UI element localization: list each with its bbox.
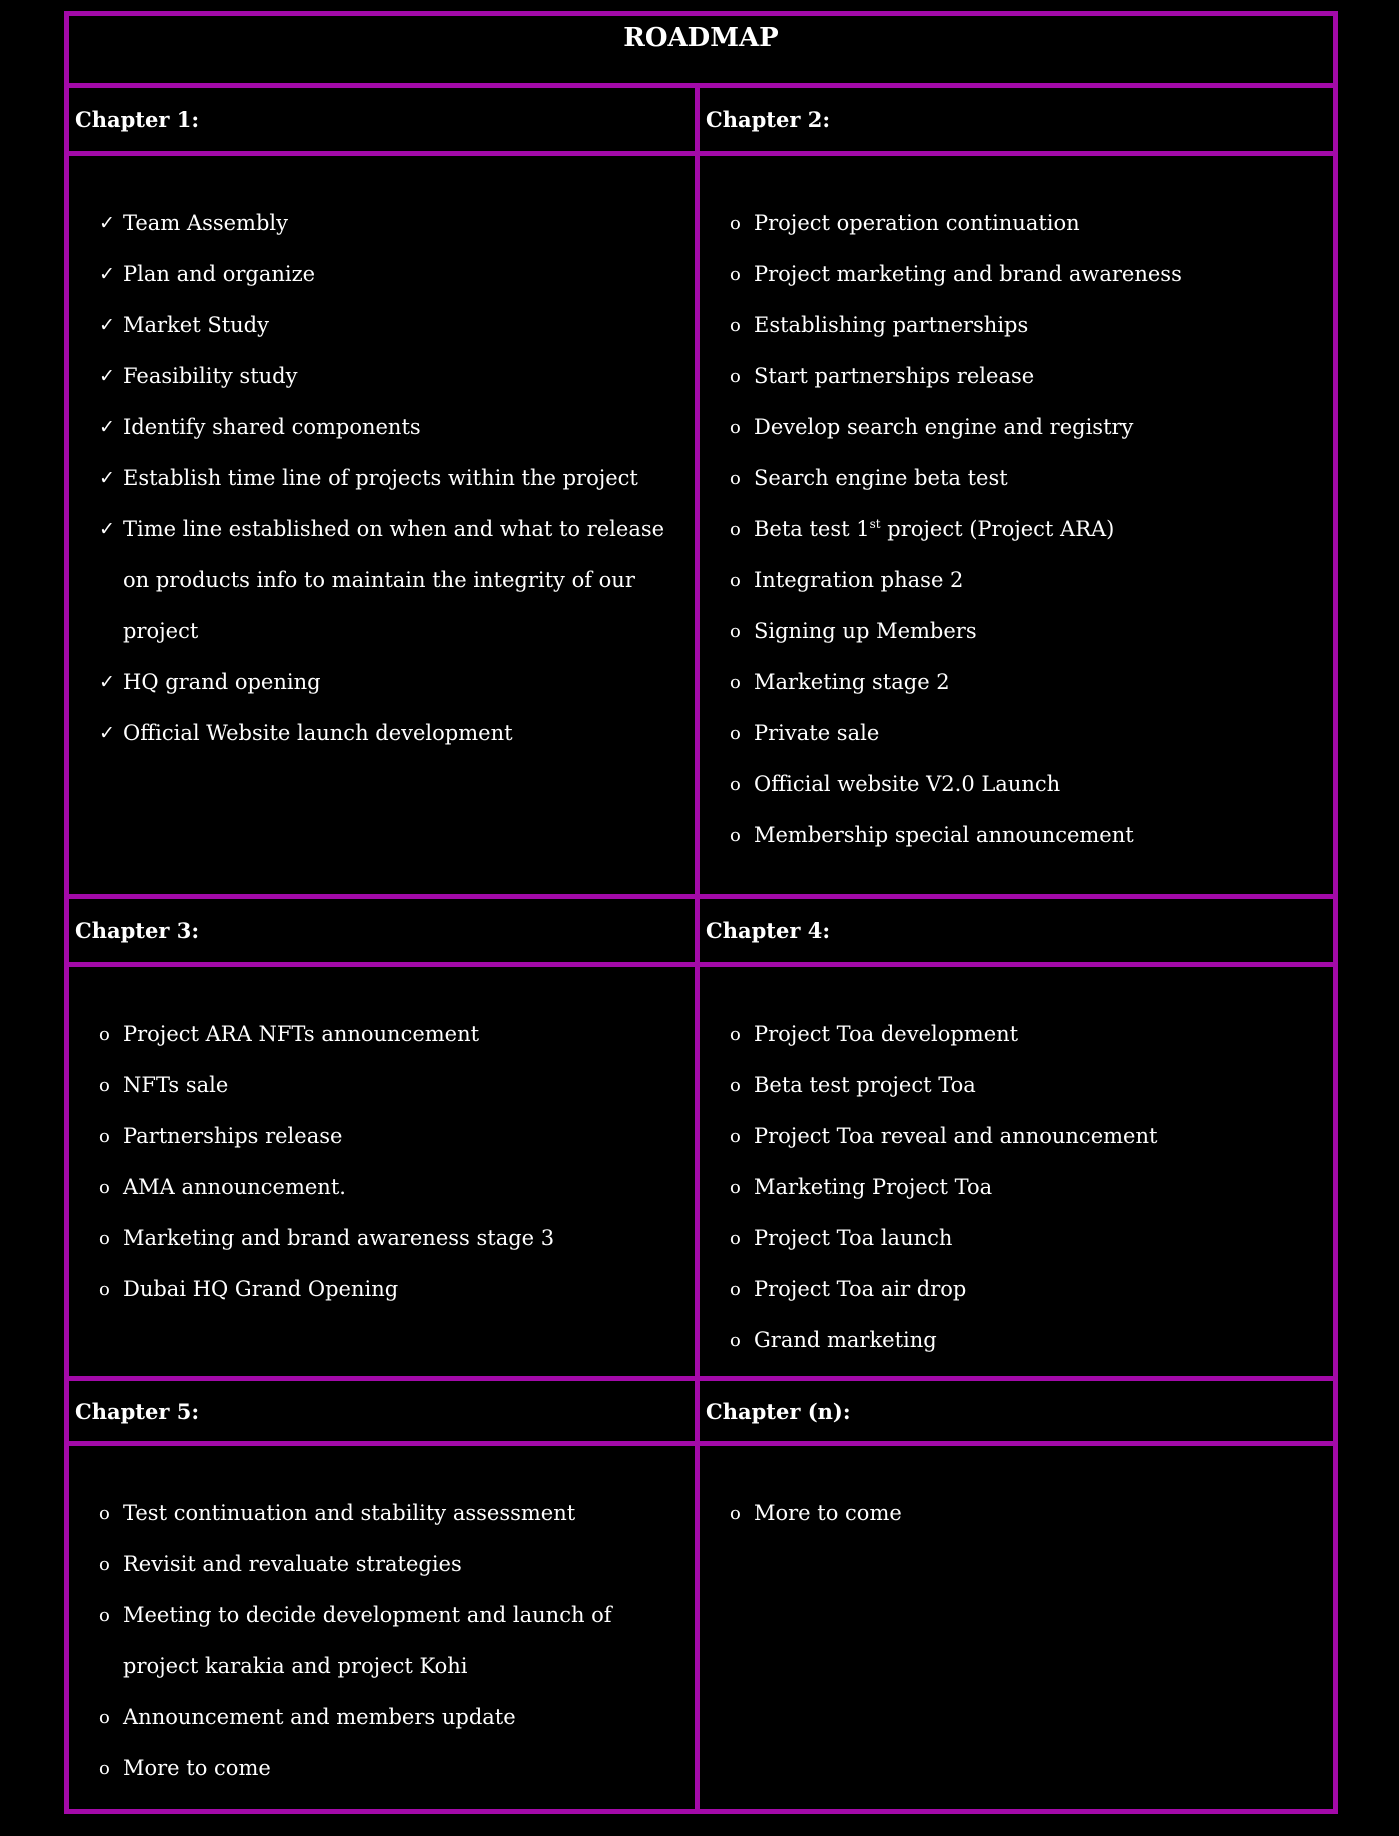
bullet-icon: o xyxy=(730,1228,741,1249)
chapter-2-list xyxy=(730,198,1313,861)
bullet-icon: o xyxy=(730,1503,741,1524)
list-item-text: More to come xyxy=(123,1756,271,1780)
bullet-icon: o xyxy=(730,417,741,438)
list-item-text: Establishing partnerships xyxy=(754,313,1029,337)
list-item xyxy=(99,1488,675,1539)
bullet-icon: o xyxy=(99,1554,110,1575)
bullet-icon: o xyxy=(730,723,741,744)
list-item-text: Project Toa development xyxy=(754,1022,1019,1046)
list-item xyxy=(99,708,675,759)
list-item xyxy=(730,810,1313,861)
list-item-text: Establish time line of projects within the project xyxy=(123,466,638,490)
checkmark-icon: ✓ xyxy=(99,263,115,285)
list-item-text: Time line established on when and what to release on products info to maintain the integrity of our project xyxy=(123,517,665,643)
bullet-icon: o xyxy=(730,315,741,336)
list-item-text: Meeting to decide development and launch of project karakia and project Kohi xyxy=(123,1603,612,1678)
bullet-icon: o xyxy=(99,1075,110,1096)
bullet-icon: o xyxy=(99,1279,110,1300)
list-item xyxy=(99,1213,675,1264)
list-item-text: Partnerships release xyxy=(123,1124,343,1148)
bullet-icon: o xyxy=(730,1024,741,1045)
list-item-text: Project Toa reveal and announcement xyxy=(754,1124,1158,1148)
bullet-icon: o xyxy=(730,264,741,285)
bullet-icon: o xyxy=(730,825,741,846)
list-item xyxy=(99,300,675,351)
list-item-text: Grand marketing xyxy=(754,1328,937,1352)
list-item xyxy=(99,198,675,249)
chapter-1-body xyxy=(69,156,700,899)
list-item xyxy=(99,1692,675,1743)
checkmark-icon: ✓ xyxy=(99,212,115,234)
list-item xyxy=(99,1111,675,1162)
bullet-icon: o xyxy=(99,1758,110,1779)
list-item xyxy=(99,1060,675,1111)
chapter-1-heading: Chapter 1: xyxy=(69,88,700,156)
bullet-icon: o xyxy=(730,468,741,489)
list-item xyxy=(730,759,1313,810)
list-item xyxy=(99,1009,675,1060)
bullet-icon: o xyxy=(99,1707,110,1728)
list-item xyxy=(99,249,675,300)
chapter-5-body xyxy=(69,1446,700,1814)
list-item-text: Marketing and brand awareness stage 3 xyxy=(123,1226,555,1250)
list-item-text: Team Assembly xyxy=(123,211,288,235)
checkmark-icon: ✓ xyxy=(99,467,115,489)
list-item xyxy=(730,249,1313,300)
list-item xyxy=(730,1264,1313,1315)
chapter-3-list xyxy=(99,1009,675,1315)
chapter-3-body xyxy=(69,967,700,1381)
bullet-icon: o xyxy=(730,1279,741,1300)
bullet-icon: o xyxy=(730,1177,741,1198)
checkmark-icon: ✓ xyxy=(99,416,115,438)
list-item-text: Revisit and revaluate strategies xyxy=(123,1552,462,1576)
list-item xyxy=(99,1539,675,1590)
roadmap-title: ROADMAP xyxy=(69,16,1333,88)
list-item-text: More to come xyxy=(754,1501,902,1525)
checkmark-icon: ✓ xyxy=(99,314,115,336)
chapter-4-list xyxy=(730,1009,1313,1366)
list-item xyxy=(730,1111,1313,1162)
list-item-text: Beta test 1st project (Project ARA) xyxy=(754,517,1115,541)
list-item-text: Private sale xyxy=(754,721,880,745)
list-item xyxy=(730,198,1313,249)
list-item-text: NFTs sale xyxy=(123,1073,229,1097)
checkmark-icon: ✓ xyxy=(99,518,115,540)
list-item xyxy=(730,1009,1313,1060)
checkmark-icon: ✓ xyxy=(99,365,115,387)
list-item xyxy=(99,1590,675,1692)
list-item-text: Develop search engine and registry xyxy=(754,415,1134,439)
list-item-text: Project marketing and brand awareness xyxy=(754,262,1182,286)
chapter-2-body xyxy=(700,156,1333,899)
list-item xyxy=(730,1162,1313,1213)
list-item xyxy=(99,1743,675,1794)
chapter-2-heading: Chapter 2: xyxy=(700,88,1333,156)
bullet-icon: o xyxy=(99,1228,110,1249)
list-item xyxy=(730,657,1313,708)
bullet-icon: o xyxy=(99,1503,110,1524)
list-item-text: Membership special announcement xyxy=(754,823,1134,847)
chapter-3-heading: Chapter 3: xyxy=(69,899,700,967)
list-item xyxy=(730,351,1313,402)
list-item xyxy=(730,1488,1313,1539)
bullet-icon: o xyxy=(730,570,741,591)
chapter-1-list xyxy=(99,198,675,759)
list-item-text: Test continuation and stability assessment xyxy=(123,1501,576,1525)
list-item xyxy=(730,1213,1313,1264)
bullet-icon: o xyxy=(99,1126,110,1147)
list-item xyxy=(730,606,1313,657)
bullet-icon: o xyxy=(99,1177,110,1198)
chapter-n-list xyxy=(730,1488,1313,1539)
bullet-icon: o xyxy=(730,621,741,642)
list-item xyxy=(99,453,675,504)
list-item-text: Feasibility study xyxy=(123,364,298,388)
list-item-text: Project ARA NFTs announcement xyxy=(123,1022,480,1046)
list-item xyxy=(99,402,675,453)
list-item xyxy=(99,1264,675,1315)
list-item xyxy=(730,504,1313,555)
checkmark-icon: ✓ xyxy=(99,722,115,744)
list-item xyxy=(730,453,1313,504)
bullet-icon: o xyxy=(730,519,741,540)
bullet-icon: o xyxy=(730,1330,741,1351)
list-item xyxy=(99,1162,675,1213)
list-item xyxy=(99,351,675,402)
list-item xyxy=(99,657,675,708)
bullet-icon: o xyxy=(730,1075,741,1096)
list-item-text: Announcement and members update xyxy=(123,1705,516,1729)
checkmark-icon: ✓ xyxy=(99,671,115,693)
list-item-text: Search engine beta test xyxy=(754,466,1008,490)
list-item xyxy=(730,708,1313,759)
list-item-text: Project Toa air drop xyxy=(754,1277,967,1301)
bullet-icon: o xyxy=(730,366,741,387)
list-item xyxy=(99,504,675,657)
roadmap-table xyxy=(64,11,1338,1814)
list-item xyxy=(730,300,1313,351)
list-item-text: Marketing stage 2 xyxy=(754,670,950,694)
list-item-text: Identify shared components xyxy=(123,415,421,439)
list-item xyxy=(730,1315,1313,1366)
chapter-5-heading: Chapter 5: xyxy=(69,1381,700,1446)
list-item xyxy=(730,555,1313,606)
list-item-text: Beta test project Toa xyxy=(754,1073,976,1097)
chapter-4-body xyxy=(700,967,1333,1381)
chapter-n-body xyxy=(700,1446,1333,1814)
list-item-text: Start partnerships release xyxy=(754,364,1035,388)
list-item-text: Plan and organize xyxy=(123,262,316,286)
list-item-text: HQ grand opening xyxy=(123,670,321,694)
chapter-5-list xyxy=(99,1488,675,1794)
list-item-text: AMA announcement. xyxy=(123,1175,346,1199)
list-item-text: Official website V2.0 Launch xyxy=(754,772,1061,796)
list-item-text: Market Study xyxy=(123,313,269,337)
bullet-icon: o xyxy=(730,1126,741,1147)
list-item-text: Project operation continuation xyxy=(754,211,1080,235)
list-item xyxy=(730,1060,1313,1111)
list-item xyxy=(730,402,1313,453)
bullet-icon: o xyxy=(99,1024,110,1045)
bullet-icon: o xyxy=(730,774,741,795)
list-item-text: Official Website launch development xyxy=(123,721,513,745)
bullet-icon: o xyxy=(99,1605,110,1626)
list-item-text: Project Toa launch xyxy=(754,1226,953,1250)
list-item-text: Dubai HQ Grand Opening xyxy=(123,1277,399,1301)
chapter-4-heading: Chapter 4: xyxy=(700,899,1333,967)
list-item-text: Signing up Members xyxy=(754,619,977,643)
bullet-icon: o xyxy=(730,213,741,234)
chapter-n-heading: Chapter (n): xyxy=(700,1381,1333,1446)
list-item-text: Marketing Project Toa xyxy=(754,1175,993,1199)
list-item-text: Integration phase 2 xyxy=(754,568,964,592)
bullet-icon: o xyxy=(730,672,741,693)
